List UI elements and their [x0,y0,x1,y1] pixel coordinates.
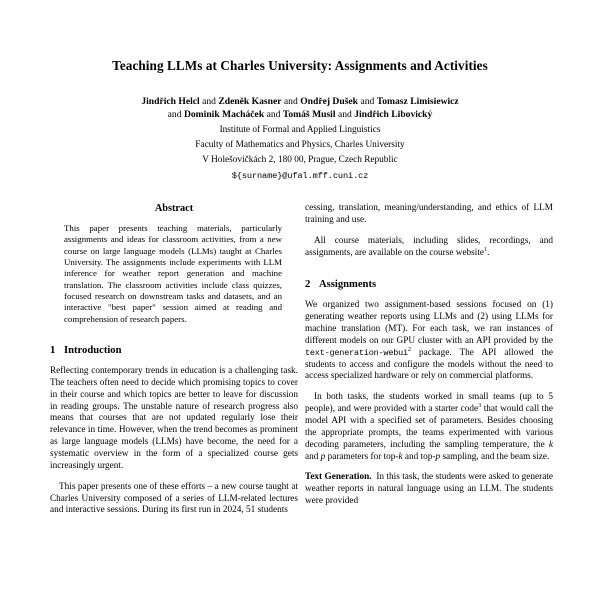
assignments-paragraph-2 [305,392,553,463]
front-matter [0,0,600,183]
author-name: Zdeněk Kasner [218,95,282,107]
parameter-p: p [435,451,441,462]
author-conjunction: and [337,109,352,121]
contact-email: ${surname}@ufal.mff.cuni.cz [231,170,369,181]
parameter-p: p [320,451,326,462]
assignments-text-pre: We organized two assignment-based sessions focused on (1) generating weather reports using LLMs and (2) using LLMs for machine translation (MT). For each task, we ran instances of different models on our GPU cluster with an API provided by the [305,300,553,346]
course-materials-text: All course materials, including slides, recordings, and assignments, are available on the course website [305,235,553,258]
footnote-marker-2[interactable]: 2 [407,345,412,353]
section-number: 2 [305,279,311,291]
intro-paragraph-2: This paper presents one of these efforts – a new course taught at Charles University composed of a series of LLM-related lectures and interactive sessions. During its first run in 2024, 51 students [50,481,298,516]
teams-text-mid: that would call the model API with a specified set of parameters. Besides choosing the appropriate prompts, the teams experimented with various decoding parameters, including the sampling temperature, the [305,404,553,450]
section-title: Assignments [319,279,377,291]
text-generation-body: In this task, the students were asked to generate weather reports in natural language using an LLM. The students were provided [305,472,553,507]
text-generation-paragraph [305,472,553,508]
course-materials-paragraph [305,236,553,260]
right-column [305,203,553,600]
runin-heading-text-generation: Text Generation. [305,472,372,483]
intro-paragraph-1: Reflecting contemporary trends in education is a challenging task. The teachers often need to decide which promising topics to cover in their course and which topics are better to leave for discussion in reading groups. The unstable nature of research progress also means that courses that are not updated regularly lose their relevance in time. However, when the trend becomes as prominent as large language models (LLMs) have become, the need for a systematic overview in the form of a specialized course gets increasingly urgent. [50,366,298,471]
abstract-block [64,223,282,325]
section-number: 1 [50,345,56,357]
author-name: Jindřich Helcl [141,95,200,107]
section-heading-introduction [50,344,298,357]
author-name: Tomasz Limisiewicz [376,95,459,107]
teams-text-pre: In both tasks, the students worked in small teams (up to 5 people), and were provided with a starter code [305,392,553,415]
author-conjunction: and [202,95,216,107]
package-name-code: text-generation-webui [305,347,408,358]
affiliation-line: Faculty of Mathematics and Physics, Charles University [195,139,405,150]
intro-continuation-paragraph: cessing, translation, meaning/understanding, and ethics of LLM training and use. [305,203,553,225]
left-column [50,203,298,600]
conjunction-and: and [305,451,321,462]
author-name: Ondřej Dušek [300,95,359,107]
author-name: Jindřich Libovický [354,109,433,121]
author-list [50,95,550,123]
page-title: Teaching LLMs at Charles University: Assignments and Activities [112,58,488,73]
sampling-text-end: sampling, and the beam size. [440,451,550,462]
affiliation-line: V Holešovičkách 2, 180 00, Prague, Czech Republic [202,155,398,166]
author-conjunction: and [360,95,375,107]
author-conjunction: and [167,109,182,121]
conjunction-and: and top- [402,451,436,462]
body-columns [0,203,600,600]
assignments-paragraph-1 [305,300,553,383]
author-conjunction: and [283,95,298,107]
assignments-text-post: package. The API allowed the students to access and configure the models without the need to access specialized hardware or rely on commercial platforms. [305,347,553,382]
footnote-marker-1[interactable]: 1 [484,245,488,253]
section-heading-assignments [305,278,553,291]
abstract-text: This paper presents teaching materials, particularly assignments and ideas for classroom activities, from a new course on large language models (LLMs) taught at Charles University. The assignments include experiments with LLM inference for weather report generation and machine translation. The classroom activities include class quizzes, focused research on downstream tasks and datasets, and an interactive "best paper" session aimed at reading and comprehension of research papers. [64,223,282,324]
abstract-heading: Abstract [154,203,194,214]
author-name: Dominik Macháček [183,109,265,121]
affiliation-line: Institute of Formal and Applied Linguistics [219,124,381,135]
parameter-k: k [398,451,403,462]
parameter-k: k [548,439,553,450]
parameters-text: parameters for top- [325,451,399,462]
section-title: Introduction [64,345,122,357]
sentence-period: . [487,247,490,258]
footnote-marker-3[interactable]: 3 [478,402,482,410]
author-name: Tomáš Musil [282,109,336,121]
author-conjunction: and [266,109,281,121]
